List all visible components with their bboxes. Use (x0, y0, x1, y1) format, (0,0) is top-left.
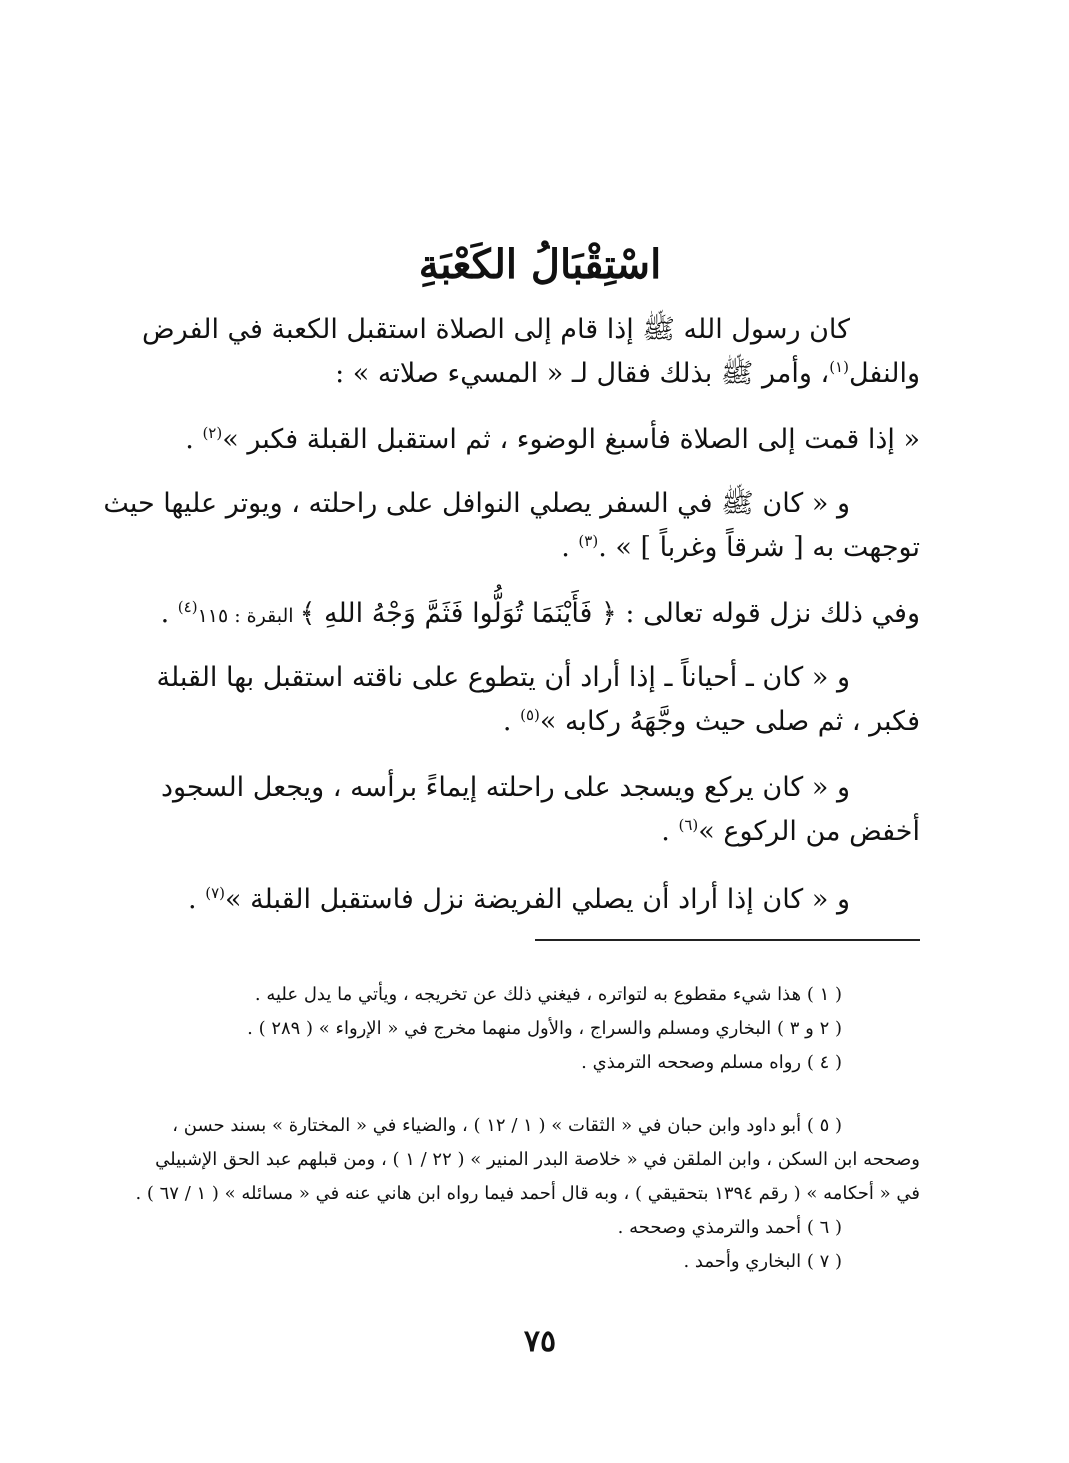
footnote-5-line-1: ( ٥ ) أبو داود وابن حبان في « الثقات » ( ١ / ١٢ ) ، والضياء في « المختارة » بسند حسن ، (172, 1115, 842, 1136)
text: . (188, 884, 206, 915)
footnote-1: ( ١ ) هذا شيء مقطوع به لتواتره ، فيغني ذلك عن تخريجه ، ويأتي ما يدل عليه . (254, 984, 842, 1005)
footnotes-group-2 (135, 1109, 920, 1279)
paragraph-2-line-1 (160, 418, 920, 462)
footnote-ref-5: (٥) (520, 706, 540, 724)
ayah-reference: البقرة : ١١٥ (197, 605, 300, 627)
paragraph-4 (160, 592, 920, 638)
text: والنفل (848, 358, 920, 389)
text: وفي ذلك نزل قوله تعالى : ﴿ فَأَيْنَمَا تُوَلُّوا فَثَمَّ وَجْهُ اللهِ ﴾ (299, 598, 920, 629)
text: أخفض من الركوع » (698, 816, 920, 847)
paragraph-6-line-1: و « كان يركع ويسجد على راحلته إيماءً برأسه ، ويجعل السجود (160, 772, 850, 803)
paragraph-6-line-2 (160, 810, 920, 854)
paragraph-5 (156, 656, 920, 744)
paragraph-3-line-1: و « كان ﷺ في السفر يصلي النوافل على راحلته ، ويوتر عليها حيث (103, 488, 850, 519)
footnote-ref-6: (٦) (678, 816, 699, 834)
footnotes-group-1 (160, 978, 920, 1080)
footnote-5-line-2: وصححه ابن السكن ، وابن الملقن في « خلاصة البدر المنير » ( ٢٢ / ١ ) ، ومن قبلهم عبد الحق الإشبيلي (155, 1149, 920, 1170)
text: فكبر ، ثم صلى حيث وجَّهَهُ ركابه » (539, 706, 920, 737)
paragraph-3 (103, 482, 920, 570)
text: . (185, 424, 203, 455)
paragraph-1 (142, 308, 920, 396)
text: « إذا قمت إلى الصلاة فأسبغ الوضوء ، ثم استقبل القبلة فكبر » (222, 424, 920, 455)
page-number: ٧٥ (523, 1324, 557, 1359)
text: . (160, 598, 178, 629)
paragraph-4-line-1 (160, 592, 920, 638)
text: . (502, 706, 521, 737)
paragraph-1-line-1: كان رسول الله ﷺ إذا قام إلى الصلاة استقبل الكعبة في الفرض (142, 314, 850, 345)
footnote-ref-2: (٢) (202, 424, 223, 442)
text: . (661, 816, 679, 847)
book-page (103, 0, 920, 1463)
paragraph-2 (160, 418, 920, 462)
text: ، وأمر ﷺ بذلك فقال لـ « المسيء صلاته » : (335, 358, 830, 389)
paragraph-5-line-1: و « كان ـ أحياناً ـ إذا أراد أن يتطوع على ناقته استقبل بها القبلة (156, 662, 850, 693)
paragraph-1-line-2 (160, 352, 920, 396)
footnote-6: ( ٦ ) أحمد والترمذي وصححه . (617, 1217, 842, 1238)
paragraph-7-line-1 (160, 878, 920, 922)
page-title: اسْتِقْبَالُ الكَعْبَةِ (418, 241, 662, 288)
footnote-2-3: ( ٢ و ٣ ) البخاري ومسلم والسراج ، والأول منهما مخرج في « الإرواء » ( ٢٨٩ ) . (247, 1018, 842, 1039)
footnote-ref-1: (١) (829, 358, 849, 376)
footnote-5-line-3: في « أحكامه » ( رقم ١٣٩٤ بتحقيقي ) ، وبه قال أحمد فيما رواه ابن هاني عنه في « مسائله » ( ١ / ٦٧ ) . (135, 1183, 920, 1204)
footnote-ref-7: (٧) (205, 884, 225, 902)
footnote-ref-4: (٤) (177, 598, 198, 616)
footnote-4: ( ٤ ) رواه مسلم وصححه الترمذي . (581, 1052, 842, 1073)
paragraph-5-line-2 (160, 700, 920, 744)
paragraph-3-line-2 (160, 526, 920, 570)
paragraph-6 (160, 766, 920, 854)
paragraph-7 (160, 878, 920, 922)
footnote-divider (535, 939, 920, 941)
text: و « كان إذا أراد أن يصلي الفريضة نزل فاستقبل القبلة » (224, 884, 850, 915)
text: توجهت به [ شرقاً وغرباً ] » . (598, 532, 920, 563)
text: . (561, 532, 579, 563)
footnote-ref-3: (٣) (578, 532, 599, 550)
footnote-7: ( ٧ ) البخاري وأحمد . (683, 1251, 842, 1272)
